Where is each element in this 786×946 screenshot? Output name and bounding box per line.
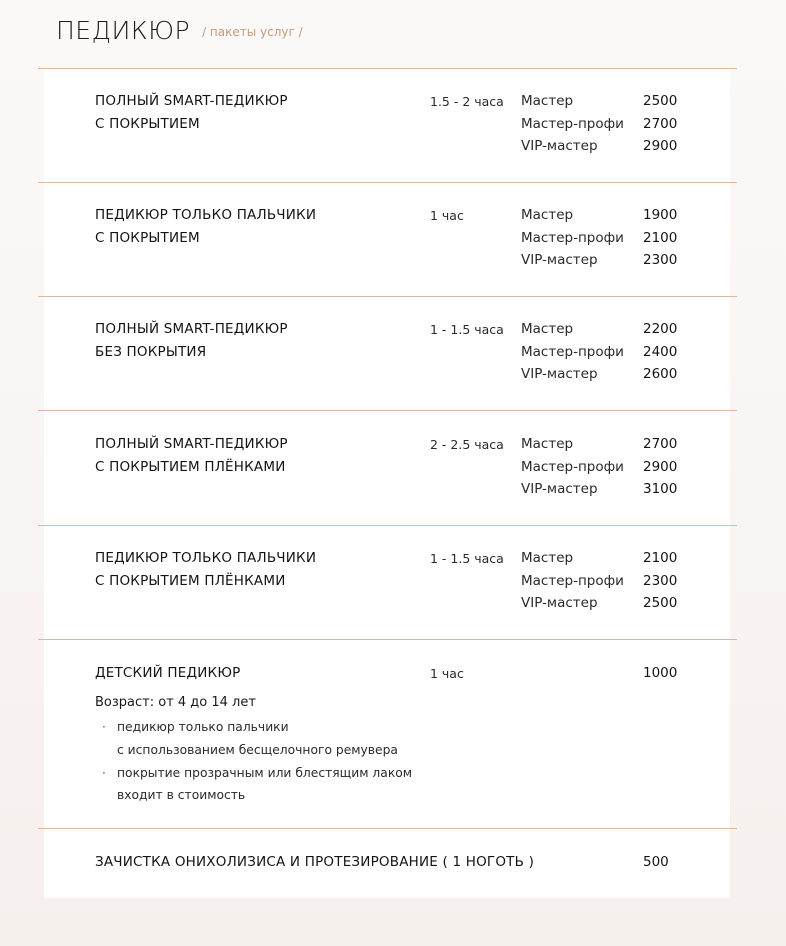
service-name: ПОЛНЫЙ SMART-ПЕДИКЮР БЕЗ ПОКРЫТИЯ (95, 321, 288, 360)
service-prices: 2500 2700 2900 (643, 93, 678, 155)
service-name: ДЕТСКИЙ ПЕДИКЮР (95, 665, 241, 681)
master-levels: Мастер Мастер-профи VIP-мастер (521, 93, 624, 155)
master-levels: Мастер Мастер-профи VIP-мастер (521, 550, 624, 612)
divider (38, 296, 737, 297)
service-name: ПОЛНЫЙ SMART-ПЕДИКЮР С ПОКРЫТИЕМ (95, 93, 288, 132)
list-item: · педикюр только пальчики с использованием бесщелочного ремувера (102, 716, 412, 762)
service-name: ПЕДИКЮР ТОЛЬКО ПАЛЬЧИКИ С ПОКРЫТИЕМ ПЛЁНКАМИ (95, 550, 317, 589)
age-range: Возраст: от 4 до 14 лет (95, 695, 256, 710)
list-item: · покрытие прозрачным или блестящим лаком входит в стоимость (102, 762, 412, 808)
service-prices: 2700 2900 3100 (643, 436, 678, 498)
service-duration: 1 час (430, 208, 464, 223)
service-duration: 1 - 1.5 часа (430, 322, 504, 337)
service-prices: 1900 2100 2300 (643, 207, 678, 269)
service-duration: 1 час (430, 666, 464, 681)
service-prices: 2100 2300 2500 (643, 550, 678, 612)
divider (38, 182, 737, 183)
service-name: ПЕДИКЮР ТОЛЬКО ПАЛЬЧИКИ С ПОКРЫТИЕМ (95, 207, 317, 246)
divider (38, 410, 737, 411)
bullet-icon: · (102, 720, 106, 734)
bullet-icon: · (102, 765, 106, 780)
master-levels: Мастер Мастер-профи VIP-мастер (521, 207, 624, 269)
service-price: 500 (643, 854, 669, 870)
service-name: ЗАЧИСТКА ОНИХОЛИЗИСА И ПРОТЕЗИРОВАНИЕ ( 1 НОГОТЬ ) (95, 854, 535, 870)
service-duration: 1 - 1.5 часа (430, 551, 504, 566)
master-levels: Мастер Мастер-профи VIP-мастер (521, 321, 624, 383)
divider (38, 525, 737, 526)
page-title: ПЕДИКЮР (56, 16, 191, 45)
kids-notes (102, 716, 412, 807)
divider (38, 68, 737, 69)
service-duration: 2 - 2.5 часа (430, 437, 504, 452)
service-name: ПОЛНЫЙ SMART-ПЕДИКЮР С ПОКРЫТИЕМ ПЛЁНКАМИ (95, 436, 288, 475)
service-prices: 2200 2400 2600 (643, 321, 678, 383)
page-subtitle: / пакеты услуг / (202, 25, 303, 39)
divider (38, 639, 737, 640)
service-duration: 1.5 - 2 часа (430, 94, 504, 109)
service-price: 1000 (643, 665, 678, 681)
divider (38, 828, 737, 829)
page-header (56, 16, 303, 45)
master-levels: Мастер Мастер-профи VIP-мастер (521, 436, 624, 498)
